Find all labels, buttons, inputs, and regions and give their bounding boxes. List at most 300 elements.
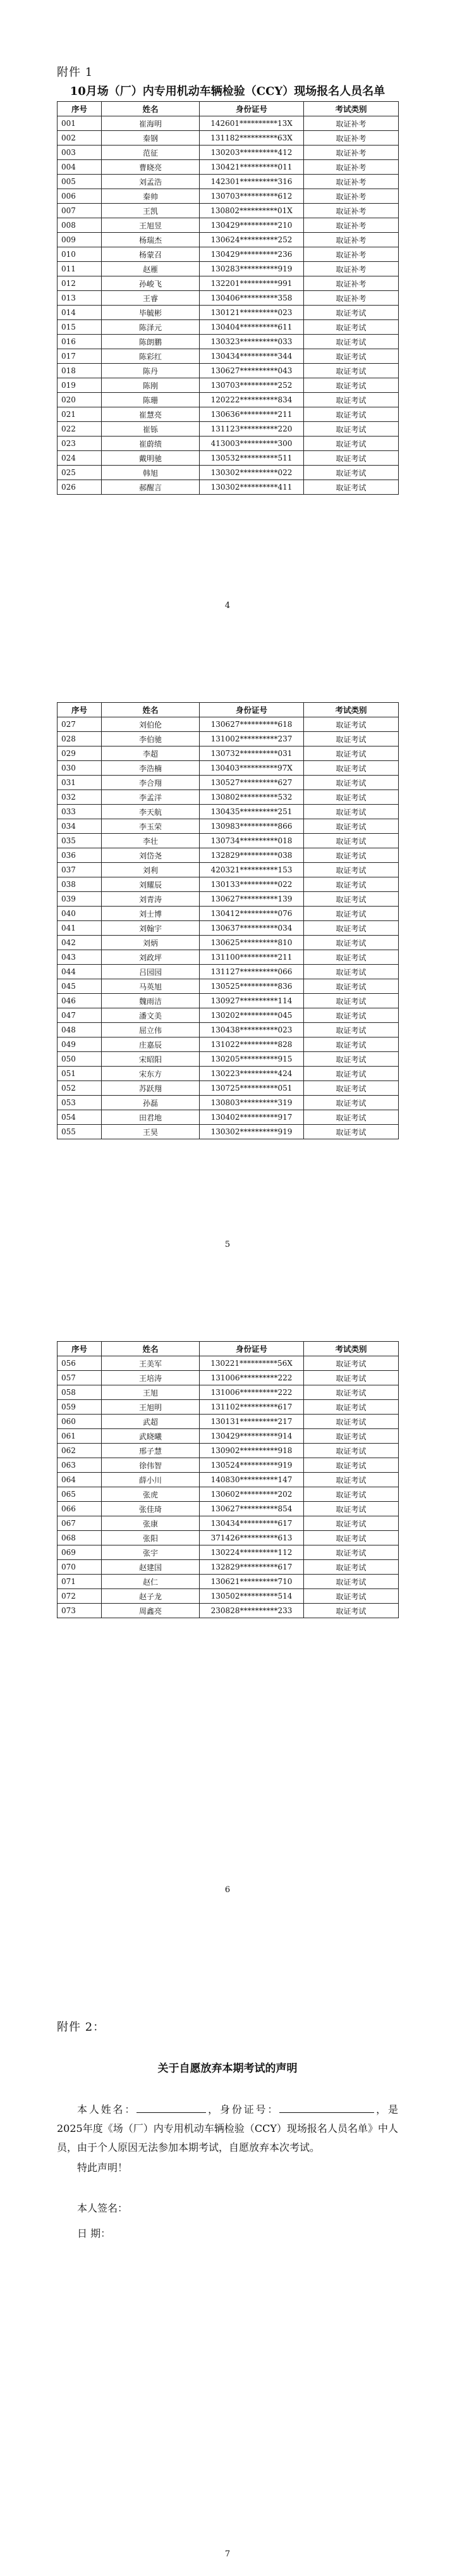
table-row	[58, 422, 399, 437]
cell-type: 取证考试	[304, 1110, 399, 1125]
cell-no: 008	[58, 218, 102, 233]
cell-no: 007	[58, 204, 102, 218]
cell-no: 018	[58, 364, 102, 378]
cell-name: 薛小川	[102, 1473, 200, 1487]
cell-id: 130532**********511	[200, 451, 304, 466]
cell-no: 044	[58, 965, 102, 979]
attachment-1-label: 附件 1	[57, 66, 94, 79]
cell-type: 取证考试	[304, 1081, 399, 1096]
declaration-paragraph	[57, 2100, 398, 2157]
cell-no: 031	[58, 776, 102, 790]
cell-type: 取证考试	[304, 805, 399, 819]
header-id: 身份证号	[200, 1342, 304, 1356]
cell-name: 陈彩红	[102, 349, 200, 364]
cell-name: 韩旭	[102, 466, 200, 480]
cell-name: 徐伟智	[102, 1458, 200, 1473]
cell-name: 李天航	[102, 805, 200, 819]
roster-table-page-4	[57, 101, 399, 495]
header-no: 序号	[58, 102, 102, 116]
cell-id: 130527**********627	[200, 776, 304, 790]
table-row	[58, 848, 399, 863]
cell-type: 取证考试	[304, 848, 399, 863]
cell-name: 李合翔	[102, 776, 200, 790]
header-id: 身份证号	[200, 703, 304, 717]
declaration-closing: 特此声明！	[77, 2162, 128, 2174]
cell-id: 130802**********532	[200, 790, 304, 805]
cell-no: 048	[58, 1023, 102, 1037]
cell-type: 取证补考	[304, 131, 399, 146]
table-row	[58, 218, 399, 233]
cell-id: 131127**********066	[200, 965, 304, 979]
cell-type: 取证考试	[304, 335, 399, 349]
header-name: 姓名	[102, 1342, 200, 1356]
cell-name: 赵雁	[102, 262, 200, 276]
table-row	[58, 233, 399, 247]
cell-no: 047	[58, 1008, 102, 1023]
cell-type: 取证考试	[304, 1531, 399, 1545]
cell-type: 取证考试	[304, 1444, 399, 1458]
cell-no: 016	[58, 335, 102, 349]
table-row	[58, 1052, 399, 1067]
cell-name: 刘士博	[102, 907, 200, 921]
cell-id: 130224**********112	[200, 1545, 304, 1560]
cell-no: 061	[58, 1429, 102, 1444]
table-row	[58, 1385, 399, 1400]
cell-name: 崔海明	[102, 116, 200, 131]
roster-table-page-5	[57, 702, 399, 1139]
cell-name: 王旭明	[102, 1400, 200, 1415]
table-row	[58, 1008, 399, 1023]
cell-no: 050	[58, 1052, 102, 1067]
cell-id: 130402**********917	[200, 1110, 304, 1125]
cell-no: 052	[58, 1081, 102, 1096]
table-row	[58, 863, 399, 877]
cell-type: 取证考试	[304, 1473, 399, 1487]
header-name: 姓名	[102, 102, 200, 116]
id-blank[interactable]	[279, 2102, 374, 2113]
table-row	[58, 1560, 399, 1575]
cell-id: 140830**********147	[200, 1473, 304, 1487]
cell-type: 取证考试	[304, 936, 399, 950]
cell-type: 取证考试	[304, 746, 399, 761]
cell-no: 064	[58, 1473, 102, 1487]
cell-id: 130625**********810	[200, 936, 304, 950]
cell-type: 取证考试	[304, 1067, 399, 1081]
cell-name: 赵子龙	[102, 1589, 200, 1604]
cell-name: 宋东方	[102, 1067, 200, 1081]
header-no: 序号	[58, 1342, 102, 1356]
cell-name: 崔铄	[102, 422, 200, 437]
table-row	[58, 1067, 399, 1081]
cell-id: 130803**********319	[200, 1096, 304, 1110]
cell-type: 取证考试	[304, 994, 399, 1008]
cell-name: 杨瑞杰	[102, 233, 200, 247]
cell-name: 范征	[102, 146, 200, 160]
cell-name: 李浩楠	[102, 761, 200, 776]
cell-no: 065	[58, 1487, 102, 1502]
cell-no: 017	[58, 349, 102, 364]
page-number: 7	[224, 2549, 231, 2559]
cell-no: 030	[58, 761, 102, 776]
table-row	[58, 1458, 399, 1473]
table-row	[58, 131, 399, 146]
cell-type: 取证考试	[304, 1008, 399, 1023]
table-row	[58, 1575, 399, 1589]
cell-name: 陈朗鹏	[102, 335, 200, 349]
cell-no: 066	[58, 1502, 102, 1516]
cell-no: 059	[58, 1400, 102, 1415]
cell-id: 130121**********023	[200, 306, 304, 320]
table-row	[58, 819, 399, 834]
cell-id: 130131**********217	[200, 1415, 304, 1429]
cell-no: 027	[58, 717, 102, 732]
cell-name: 王旭	[102, 1385, 200, 1400]
cell-type: 取证考试	[304, 378, 399, 393]
cell-no: 063	[58, 1458, 102, 1473]
table-row	[58, 393, 399, 407]
cell-id: 131182**********63X	[200, 131, 304, 146]
cell-id: 142601**********13X	[200, 116, 304, 131]
cell-id: 130927**********114	[200, 994, 304, 1008]
roster-table-page-6	[57, 1341, 399, 1618]
cell-id: 120222**********834	[200, 393, 304, 407]
cell-type: 取证补考	[304, 204, 399, 218]
table-row	[58, 189, 399, 204]
cell-id: 130983**********866	[200, 819, 304, 834]
table-row	[58, 349, 399, 364]
cell-id: 130524**********919	[200, 1458, 304, 1473]
page-5	[0, 639, 455, 1278]
cell-name: 崔慧亮	[102, 407, 200, 422]
cell-id: 130429**********210	[200, 218, 304, 233]
table-row	[58, 1473, 399, 1487]
table-row	[58, 335, 399, 349]
cell-type: 取证补考	[304, 291, 399, 306]
cell-name: 秦帅	[102, 189, 200, 204]
cell-type: 取证补考	[304, 233, 399, 247]
cell-type: 取证考试	[304, 1415, 399, 1429]
table-row	[58, 1531, 399, 1545]
cell-type: 取证考试	[304, 732, 399, 746]
table-row	[58, 437, 399, 451]
table-row	[58, 892, 399, 907]
table-row	[58, 1371, 399, 1385]
table-row	[58, 146, 399, 160]
date-label: 日 期：	[77, 2227, 111, 2239]
cell-id: 130627**********854	[200, 1502, 304, 1516]
cell-id: 230828**********233	[200, 1604, 304, 1618]
header-type: 考试类别	[304, 703, 399, 717]
table-row	[58, 378, 399, 393]
cell-type: 取证考试	[304, 877, 399, 892]
table-row	[58, 776, 399, 790]
cell-name: 李伯驰	[102, 732, 200, 746]
cell-id: 371426**********613	[200, 1531, 304, 1545]
table-row	[58, 805, 399, 819]
table-row	[58, 1502, 399, 1516]
cell-type: 取证考试	[304, 761, 399, 776]
table-row	[58, 1110, 399, 1125]
cell-name: 武晓曦	[102, 1429, 200, 1444]
cell-name: 戴明驰	[102, 451, 200, 466]
cell-name: 刘利	[102, 863, 200, 877]
table-row	[58, 160, 399, 175]
table-row	[58, 979, 399, 994]
cell-id: 132829**********617	[200, 1560, 304, 1575]
cell-id: 130627**********618	[200, 717, 304, 732]
cell-id: 130802**********01X	[200, 204, 304, 218]
cell-name: 吕园园	[102, 965, 200, 979]
cell-no: 070	[58, 1560, 102, 1575]
page-7	[0, 1917, 455, 2576]
cell-type: 取证考试	[304, 1052, 399, 1067]
cell-name: 郝醒言	[102, 480, 200, 495]
table-row	[58, 761, 399, 776]
cell-name: 秦钢	[102, 131, 200, 146]
header-name: 姓名	[102, 703, 200, 717]
table-row	[58, 407, 399, 422]
cell-type: 取证考试	[304, 422, 399, 437]
table-row	[58, 834, 399, 848]
cell-no: 060	[58, 1415, 102, 1429]
cell-no: 067	[58, 1516, 102, 1531]
cell-id: 130703**********252	[200, 378, 304, 393]
declaration-text-body: 年度《场（厂）内专用机动车辆检验（CCY）现场报名人员名单》中人员，由于个人原因无法参加本期考试，自愿放弃本次考试。	[57, 2122, 398, 2153]
cell-no: 023	[58, 437, 102, 451]
cell-type: 取证补考	[304, 247, 399, 262]
cell-id: 130404**********611	[200, 320, 304, 335]
table-header-row	[58, 703, 399, 717]
table-row	[58, 1487, 399, 1502]
cell-name: 刘耀辰	[102, 877, 200, 892]
cell-id: 130323**********033	[200, 335, 304, 349]
cell-name: 田君地	[102, 1110, 200, 1125]
cell-name: 刘伯伦	[102, 717, 200, 732]
cell-no: 034	[58, 819, 102, 834]
cell-type: 取证补考	[304, 218, 399, 233]
cell-type: 取证考试	[304, 1385, 399, 1400]
table-row	[58, 1023, 399, 1037]
cell-no: 058	[58, 1385, 102, 1400]
cell-name: 陈泽元	[102, 320, 200, 335]
header-no: 序号	[58, 703, 102, 717]
cell-id: 130627**********139	[200, 892, 304, 907]
cell-id: 130621**********710	[200, 1575, 304, 1589]
cell-name: 陈丹	[102, 364, 200, 378]
signature-line	[77, 2200, 128, 2215]
cell-name: 李超	[102, 746, 200, 761]
cell-no: 025	[58, 466, 102, 480]
declaration-text-year: ，是 2025	[57, 2103, 398, 2134]
cell-no: 005	[58, 175, 102, 189]
cell-id: 130221**********56X	[200, 1356, 304, 1371]
table-row	[58, 175, 399, 189]
cell-no: 001	[58, 116, 102, 131]
name-blank[interactable]	[136, 2102, 206, 2113]
cell-id: 130734**********018	[200, 834, 304, 848]
cell-no: 037	[58, 863, 102, 877]
cell-no: 055	[58, 1125, 102, 1139]
cell-id: 130429**********236	[200, 247, 304, 262]
cell-no: 010	[58, 247, 102, 262]
cell-type: 取证考试	[304, 790, 399, 805]
table-row	[58, 480, 399, 495]
cell-id: 130283**********919	[200, 262, 304, 276]
cell-name: 王旭昱	[102, 218, 200, 233]
cell-id: 130406**********358	[200, 291, 304, 306]
cell-name: 赵建国	[102, 1560, 200, 1575]
cell-no: 071	[58, 1575, 102, 1589]
cell-type: 取证考试	[304, 393, 399, 407]
cell-id: 130703**********612	[200, 189, 304, 204]
cell-name: 崔蔚绩	[102, 437, 200, 451]
cell-no: 072	[58, 1589, 102, 1604]
cell-no: 036	[58, 848, 102, 863]
cell-no: 014	[58, 306, 102, 320]
cell-name: 王昊	[102, 1125, 200, 1139]
cell-no: 056	[58, 1356, 102, 1371]
declaration-text-id: ，身份证号：	[206, 2103, 280, 2115]
cell-type: 取证补考	[304, 276, 399, 291]
attachment-2-label: 附件 2：	[57, 2021, 106, 2034]
cell-id: 142301**********316	[200, 175, 304, 189]
cell-type: 取证考试	[304, 950, 399, 965]
cell-type: 取证考试	[304, 892, 399, 907]
cell-name: 武超	[102, 1415, 200, 1429]
table-header-row	[58, 1342, 399, 1356]
cell-type: 取证考试	[304, 1589, 399, 1604]
cell-id: 130725**********051	[200, 1081, 304, 1096]
cell-id: 130434**********617	[200, 1516, 304, 1531]
table-row	[58, 746, 399, 761]
date-line	[77, 2226, 111, 2240]
cell-type: 取证考试	[304, 863, 399, 877]
cell-type: 取证考试	[304, 1356, 399, 1371]
cell-type: 取证考试	[304, 921, 399, 936]
declaration-title: 关于自愿放弃本期考试的声明	[157, 2062, 298, 2075]
cell-id: 130438**********023	[200, 1023, 304, 1037]
table-row	[58, 1356, 399, 1371]
cell-no: 053	[58, 1096, 102, 1110]
cell-name: 刘青涛	[102, 892, 200, 907]
cell-id: 413003**********300	[200, 437, 304, 451]
cell-name: 张宇	[102, 1545, 200, 1560]
cell-type: 取证考试	[304, 1604, 399, 1618]
table-row	[58, 451, 399, 466]
cell-type: 取证考试	[304, 1575, 399, 1589]
table-row	[58, 1081, 399, 1096]
cell-type: 取证考试	[304, 451, 399, 466]
cell-type: 取证考试	[304, 717, 399, 732]
cell-id: 130429**********914	[200, 1429, 304, 1444]
cell-no: 024	[58, 451, 102, 466]
cell-name: 张阳	[102, 1531, 200, 1545]
cell-id: 131102**********617	[200, 1400, 304, 1415]
cell-no: 046	[58, 994, 102, 1008]
cell-no: 049	[58, 1037, 102, 1052]
cell-type: 取证考试	[304, 349, 399, 364]
cell-name: 苏跃翔	[102, 1081, 200, 1096]
page-title: 10月场（厂）内专用机动车辆检验（CCY）现场报名人员名单	[70, 85, 385, 98]
cell-no: 073	[58, 1604, 102, 1618]
cell-type: 取证考试	[304, 1429, 399, 1444]
cell-type: 取证补考	[304, 116, 399, 131]
cell-name: 李玉荣	[102, 819, 200, 834]
table-row	[58, 1125, 399, 1139]
cell-name: 王凯	[102, 204, 200, 218]
cell-no: 054	[58, 1110, 102, 1125]
table-row	[58, 1429, 399, 1444]
cell-name: 张佳琦	[102, 1502, 200, 1516]
cell-id: 131022**********828	[200, 1037, 304, 1052]
table-row	[58, 994, 399, 1008]
cell-no: 035	[58, 834, 102, 848]
cell-id: 130732**********031	[200, 746, 304, 761]
cell-no: 015	[58, 320, 102, 335]
table-row	[58, 717, 399, 732]
cell-name: 王睿	[102, 291, 200, 306]
page-number: 6	[224, 1885, 231, 1895]
page-4	[0, 0, 455, 639]
table-row	[58, 732, 399, 746]
cell-id: 130637**********034	[200, 921, 304, 936]
cell-id: 130205**********915	[200, 1052, 304, 1067]
header-id: 身份证号	[200, 102, 304, 116]
cell-type: 取证考试	[304, 834, 399, 848]
cell-name: 曹晓亮	[102, 160, 200, 175]
cell-name: 刘政坪	[102, 950, 200, 965]
cell-name: 宋昭阳	[102, 1052, 200, 1067]
cell-id: 130302**********022	[200, 466, 304, 480]
cell-name: 潘文美	[102, 1008, 200, 1023]
cell-name: 毕毓彬	[102, 306, 200, 320]
declaration-text-name: 本人姓名：	[77, 2103, 137, 2115]
cell-id: 130434**********344	[200, 349, 304, 364]
cell-id: 130636**********211	[200, 407, 304, 422]
table-row	[58, 1037, 399, 1052]
cell-no: 069	[58, 1545, 102, 1560]
cell-no: 002	[58, 131, 102, 146]
cell-id: 131006**********222	[200, 1371, 304, 1385]
cell-name: 陈刚	[102, 378, 200, 393]
cell-no: 033	[58, 805, 102, 819]
table-row	[58, 921, 399, 936]
cell-id: 130203**********412	[200, 146, 304, 160]
cell-type: 取证考试	[304, 1125, 399, 1139]
cell-type: 取证考试	[304, 364, 399, 378]
cell-no: 028	[58, 732, 102, 746]
cell-name: 张康	[102, 1516, 200, 1531]
cell-type: 取证考试	[304, 480, 399, 495]
header-type: 考试类别	[304, 1342, 399, 1356]
table-row	[58, 306, 399, 320]
cell-id: 130902**********918	[200, 1444, 304, 1458]
cell-name: 刘孟浩	[102, 175, 200, 189]
cell-id: 130602**********202	[200, 1487, 304, 1502]
table-row	[58, 1415, 399, 1429]
table-row	[58, 1444, 399, 1458]
cell-type: 取证考试	[304, 819, 399, 834]
cell-type: 取证考试	[304, 965, 399, 979]
cell-id: 131100**********211	[200, 950, 304, 965]
table-row	[58, 204, 399, 218]
cell-no: 032	[58, 790, 102, 805]
cell-name: 赵仁	[102, 1575, 200, 1589]
cell-id: 130302**********411	[200, 480, 304, 495]
cell-name: 屈立伟	[102, 1023, 200, 1037]
cell-type: 取证考试	[304, 1545, 399, 1560]
cell-name: 李壮	[102, 834, 200, 848]
